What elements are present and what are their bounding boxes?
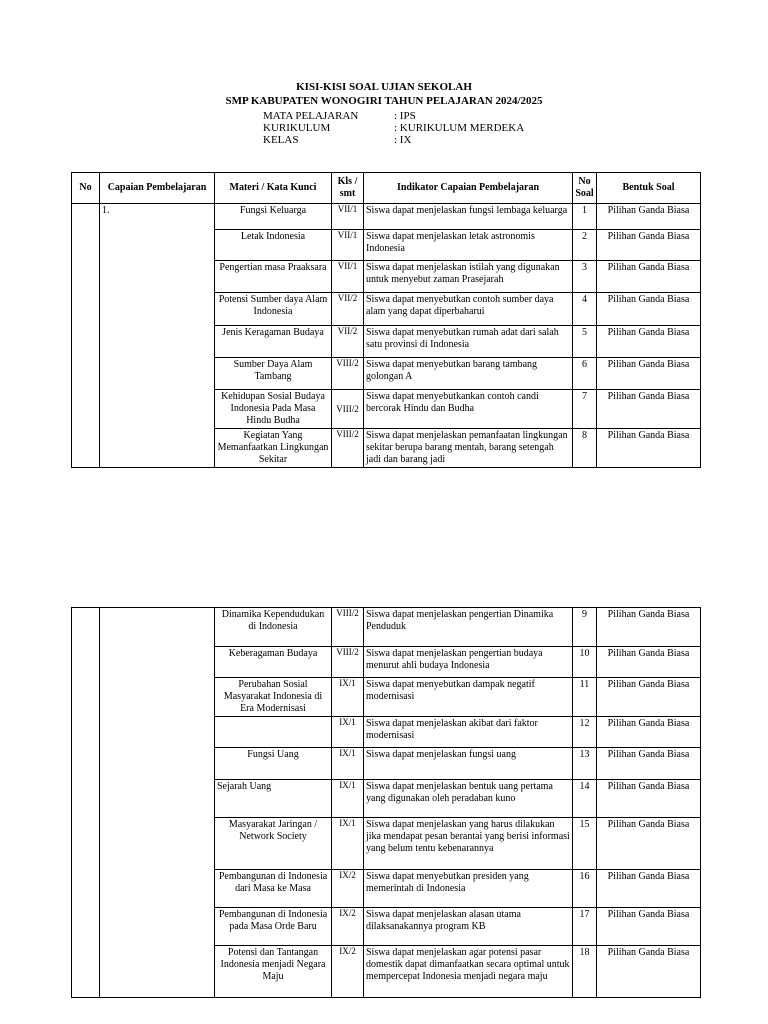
cell-bentuk: Pilihan Ganda Biasa	[597, 946, 701, 998]
cell-bentuk: Pilihan Ganda Biasa	[597, 908, 701, 946]
cell-kls: VII/1	[332, 261, 364, 293]
col-header-materi: Materi / Kata Kunci	[215, 173, 332, 204]
cell-bentuk: Pilihan Ganda Biasa	[597, 608, 701, 647]
cell-no	[72, 608, 100, 998]
cell-nosoal: 14	[573, 780, 597, 818]
cell-materi: Sejarah Uang	[215, 780, 332, 818]
cell-bentuk: Pilihan Ganda Biasa	[597, 390, 701, 429]
cell-bentuk: Pilihan Ganda Biasa	[597, 429, 701, 468]
cell-kls: IX/1	[332, 678, 364, 717]
cell-nosoal: 5	[573, 326, 597, 358]
cell-nosoal: 7	[573, 390, 597, 429]
cell-capaian: 1.	[100, 204, 215, 468]
cell-indikator: Siswa dapat menyebutkan contoh sumber daya alam yang dapat diperbaharui	[364, 293, 573, 326]
cell-indikator: Siswa dapat menjelaskan alasan utama dilaksanakannya program KB	[364, 908, 573, 946]
cell-kls: IX/2	[332, 908, 364, 946]
cell-indikator: Siswa dapat menyebutkan barang tambang golongan A	[364, 358, 573, 390]
cell-materi: Jenis Keragaman Budaya	[215, 326, 332, 358]
meta-key: MATA PELAJARAN	[263, 110, 359, 122]
meta-value: : IX	[394, 134, 412, 146]
cell-nosoal: 11	[573, 678, 597, 717]
cell-indikator: Siswa dapat menjelaskan letak astronomis Indonesia	[364, 230, 573, 261]
cell-indikator: Siswa dapat menyebutkan rumah adat dari salah satu provinsi di Indonesia	[364, 326, 573, 358]
cell-nosoal: 9	[573, 608, 597, 647]
cell-materi	[215, 717, 332, 748]
cell-kls: VII/1	[332, 230, 364, 261]
cell-nosoal: 10	[573, 647, 597, 678]
cell-materi: Potensi dan Tantangan Indonesia menjadi Negara Maju	[215, 946, 332, 998]
cell-nosoal: 8	[573, 429, 597, 468]
table-row	[72, 204, 701, 230]
cell-materi: Kegiatan Yang Memanfaatkan Lingkungan Sekitar	[215, 429, 332, 468]
cell-kls: VII/1	[332, 204, 364, 230]
document-title: KISI-KISI SOAL UJIAN SEKOLAH	[296, 81, 472, 93]
cell-indikator: Siswa dapat menjelaskan fungsi lembaga keluarga	[364, 204, 573, 230]
cell-materi: Pembangunan di Indonesia pada Masa Orde Baru	[215, 908, 332, 946]
cell-materi: Kehidupan Sosial Budaya Indonesia Pada Masa Hindu Budha	[215, 390, 332, 429]
cell-nosoal: 17	[573, 908, 597, 946]
cell-indikator: Siswa dapat menjelaskan pengertian budaya menurut ahli budaya Indonesia	[364, 647, 573, 678]
cell-bentuk: Pilihan Ganda Biasa	[597, 204, 701, 230]
cell-nosoal: 6	[573, 358, 597, 390]
cell-bentuk: Pilihan Ganda Biasa	[597, 261, 701, 293]
cell-kls: VIII/2	[332, 358, 364, 390]
cell-kls: IX/1	[332, 780, 364, 818]
cell-indikator: Siswa dapat menyebutkankan contoh candi bercorak Hindu dan Budha	[364, 390, 573, 429]
cell-kls: IX/1	[332, 748, 364, 780]
cell-bentuk: Pilihan Ganda Biasa	[597, 326, 701, 358]
cell-kls: VIII/2	[332, 647, 364, 678]
cell-nosoal: 16	[573, 870, 597, 908]
cell-materi: Letak Indonesia	[215, 230, 332, 261]
cell-nosoal: 2	[573, 230, 597, 261]
cell-materi: Fungsi Uang	[215, 748, 332, 780]
cell-kls: VII/2	[332, 293, 364, 326]
cell-bentuk: Pilihan Ganda Biasa	[597, 780, 701, 818]
cell-materi: Pembangunan di Indonesia dari Masa ke Masa	[215, 870, 332, 908]
cell-bentuk: Pilihan Ganda Biasa	[597, 358, 701, 390]
cell-bentuk: Pilihan Ganda Biasa	[597, 293, 701, 326]
cell-kls: VII/2	[332, 326, 364, 358]
cell-materi: Pengertian masa Praaksara	[215, 261, 332, 293]
cell-bentuk: Pilihan Ganda Biasa	[597, 647, 701, 678]
kisi-kisi-table-page1	[71, 172, 701, 468]
cell-nosoal: 3	[573, 261, 597, 293]
cell-materi: Dinamika Kependudukan di Indonesia	[215, 608, 332, 647]
cell-indikator: Siswa dapat menjelaskan bentuk uang pertama yang digunakan oleh peradaban kuno	[364, 780, 573, 818]
cell-indikator: Siswa dapat menjelaskan fungsi uang	[364, 748, 573, 780]
cell-nosoal: 12	[573, 717, 597, 748]
meta-value: : IPS	[394, 110, 416, 122]
cell-bentuk: Pilihan Ganda Biasa	[597, 870, 701, 908]
cell-nosoal: 15	[573, 818, 597, 870]
cell-kls: IX/1	[332, 717, 364, 748]
cell-indikator: Siswa dapat menjelaskan pengertian Dinamika Penduduk	[364, 608, 573, 647]
table-row	[72, 608, 701, 647]
cell-indikator: Siswa dapat menyebutkan presiden yang memerintah di Indonesia	[364, 870, 573, 908]
col-header-kls: Kls / smt	[332, 173, 364, 204]
cell-kls: IX/2	[332, 870, 364, 908]
cell-kls: VIII/2	[332, 390, 364, 429]
cell-no	[72, 204, 100, 468]
cell-indikator: Siswa dapat menjelaskan akibat dari faktor modernisasi	[364, 717, 573, 748]
kisi-kisi-table-page2	[71, 607, 701, 998]
cell-indikator: Siswa dapat menyebutkan dampak negatif modernisasi	[364, 678, 573, 717]
cell-materi: Fungsi Keluarga	[215, 204, 332, 230]
cell-kls: VIII/2	[332, 608, 364, 647]
meta-key: KELAS	[263, 134, 299, 146]
cell-materi: Potensi Sumber daya Alam Indonesia	[215, 293, 332, 326]
cell-bentuk: Pilihan Ganda Biasa	[597, 678, 701, 717]
cell-nosoal: 4	[573, 293, 597, 326]
cell-materi: Sumber Daya Alam Tambang	[215, 358, 332, 390]
cell-nosoal: 1	[573, 204, 597, 230]
cell-indikator: Siswa dapat menjelaskan yang harus dilakukan jika mendapat pesan berantai yang berisi informasi yang belum tentu kebenarannya	[364, 818, 573, 870]
cell-materi: Masyarakat Jaringan / Network Society	[215, 818, 332, 870]
meta-key: KURIKULUM	[263, 122, 331, 134]
cell-capaian	[100, 608, 215, 998]
cell-kls: IX/1	[332, 818, 364, 870]
cell-indikator: Siswa dapat menjelaskan pemanfaatan lingkungan sekitar berupa barang mentah, barang setengah jadi dan barang jadi	[364, 429, 573, 468]
cell-indikator: Siswa dapat menjelaskan agar potensi pasar domestik dapat dimanfaatkan secara optimal untuk mempercepat Indonesia menjadi negara maju	[364, 946, 573, 998]
cell-bentuk: Pilihan Ganda Biasa	[597, 748, 701, 780]
cell-kls: IX/2	[332, 946, 364, 998]
cell-bentuk: Pilihan Ganda Biasa	[597, 818, 701, 870]
col-header-nosoal: No Soal	[573, 173, 597, 204]
cell-kls: VIII/2	[332, 429, 364, 468]
cell-nosoal: 18	[573, 946, 597, 998]
meta-value: : KURIKULUM MERDEKA	[394, 122, 525, 134]
cell-materi: Keberagaman Budaya	[215, 647, 332, 678]
document-subtitle: SMP KABUPATEN WONOGIRI TAHUN PELAJARAN 2024/2025	[225, 95, 543, 107]
cell-bentuk: Pilihan Ganda Biasa	[597, 717, 701, 748]
cell-indikator: Siswa dapat menjelaskan istilah yang digunakan untuk menyebut zaman Prasejarah	[364, 261, 573, 293]
col-header-capaian: Capaian Pembelajaran	[100, 173, 215, 204]
col-header-bentuk: Bentuk Soal	[597, 173, 701, 204]
cell-bentuk: Pilihan Ganda Biasa	[597, 230, 701, 261]
col-header-indikator: Indikator Capaian Pembelajaran	[364, 173, 573, 204]
cell-materi: Perubahan Sosial Masyarakat Indonesia di Era Modernisasi	[215, 678, 332, 717]
col-header-no: No	[72, 173, 100, 204]
cell-nosoal: 13	[573, 748, 597, 780]
